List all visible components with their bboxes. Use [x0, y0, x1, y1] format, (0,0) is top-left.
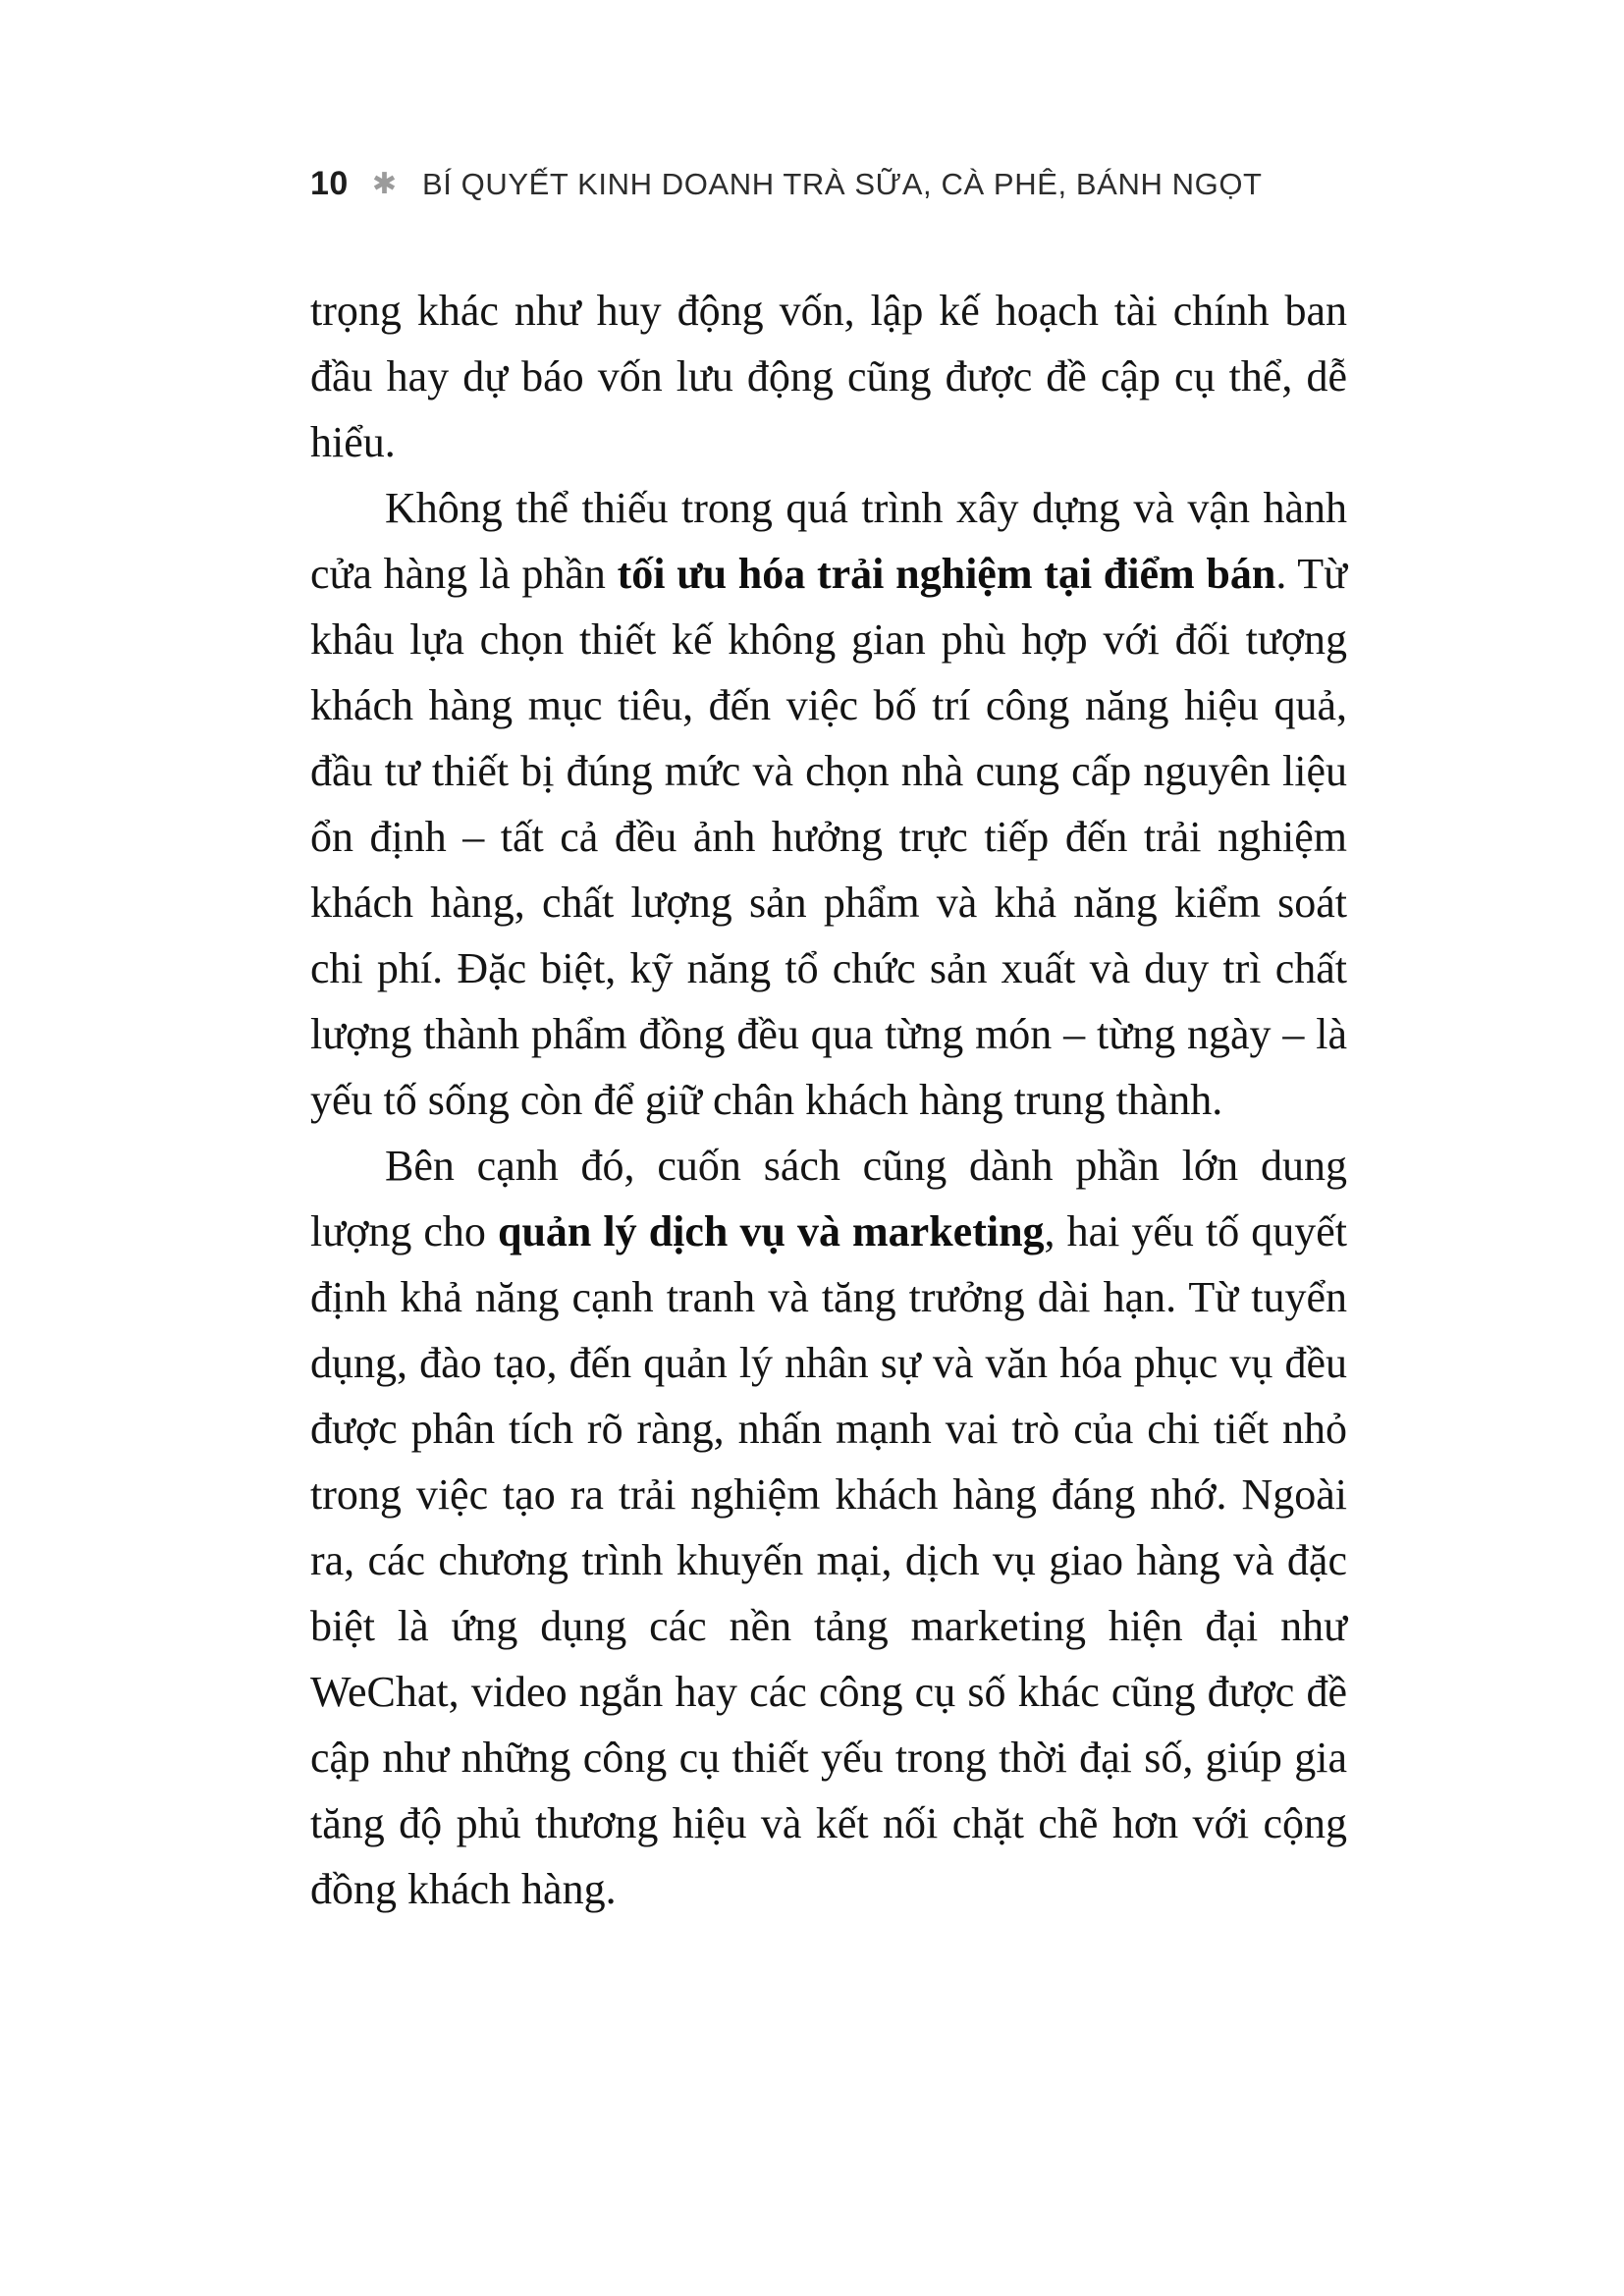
text-run: Không thể thiếu trong quá trình xây dựng và vận hành cửa hàng là phần	[310, 484, 1347, 598]
chapter-title: BÍ QUYẾT KINH DOANH TRÀ SỮA, CÀ PHÊ, BÁNH NGỌT	[421, 166, 1263, 201]
paragraph	[310, 278, 1347, 475]
bold-phrase: quản lý dịch vụ và marketing	[497, 1207, 1045, 1255]
text-run: trọng khác như huy động vốn, lập kế hoạch tài chính ban đầu hay dự báo vốn lưu động cũng được đề cập cụ thể, dễ hiểu.	[310, 287, 1347, 466]
page-number: 10	[310, 165, 349, 202]
running-header	[310, 165, 1347, 203]
paragraph	[310, 1133, 1347, 1922]
paragraph	[310, 475, 1347, 1133]
text-run: , hai yếu tố quyết định khả năng cạnh tranh và tăng trưởng dài hạn. Từ tuyển dụng, đào tạo, đến quản lý nhân sự và văn hóa phục vụ đều được phân tích rõ ràng, nhấn mạnh vai trò của chi tiết nhỏ trong việc tạo ra trải nghiệm khách hàng đáng nhớ. Ngoài ra, các chương trình khuyến mại, dịch vụ giao hàng và đặc biệt là ứng dụng các nền tảng marketing hiện đại như WeChat, video ngắn hay các công cụ số khác cũng được đề cập như những công cụ thiết yếu trong thời đại số, giúp gia tăng độ phủ thương hiệu và kết nối chặt chẽ hơn với cộng đồng khách hàng.	[310, 1207, 1347, 1913]
text-run: Bên cạnh đó, cuốn sách cũng dành phần lớn dung lượng cho	[310, 1142, 1347, 1255]
text-run: . Từ khâu lựa chọn thiết kế không gian phù hợp với đối tượng khách hàng mục tiêu, đến việc bố trí công năng hiệu quả, đầu tư thiết bị đúng mức và chọn nhà cung cấp nguyên liệu ổn định – tất cả đều ảnh hưởng trực tiếp đến trải nghiệm khách hàng, chất lượng sản phẩm và khả năng kiểm soát chi phí. Đặc biệt, kỹ năng tổ chức sản xuất và duy trì chất lượng thành phẩm đồng đều qua từng món – từng ngày – là yếu tố sống còn để giữ chân khách hàng trung thành.	[310, 550, 1347, 1124]
page-content	[310, 165, 1347, 1922]
body-text	[310, 278, 1347, 1922]
bold-phrase: tối ưu hóa trải nghiệm tại điểm bán	[617, 550, 1276, 598]
asterisk-icon: ✱	[371, 167, 397, 201]
